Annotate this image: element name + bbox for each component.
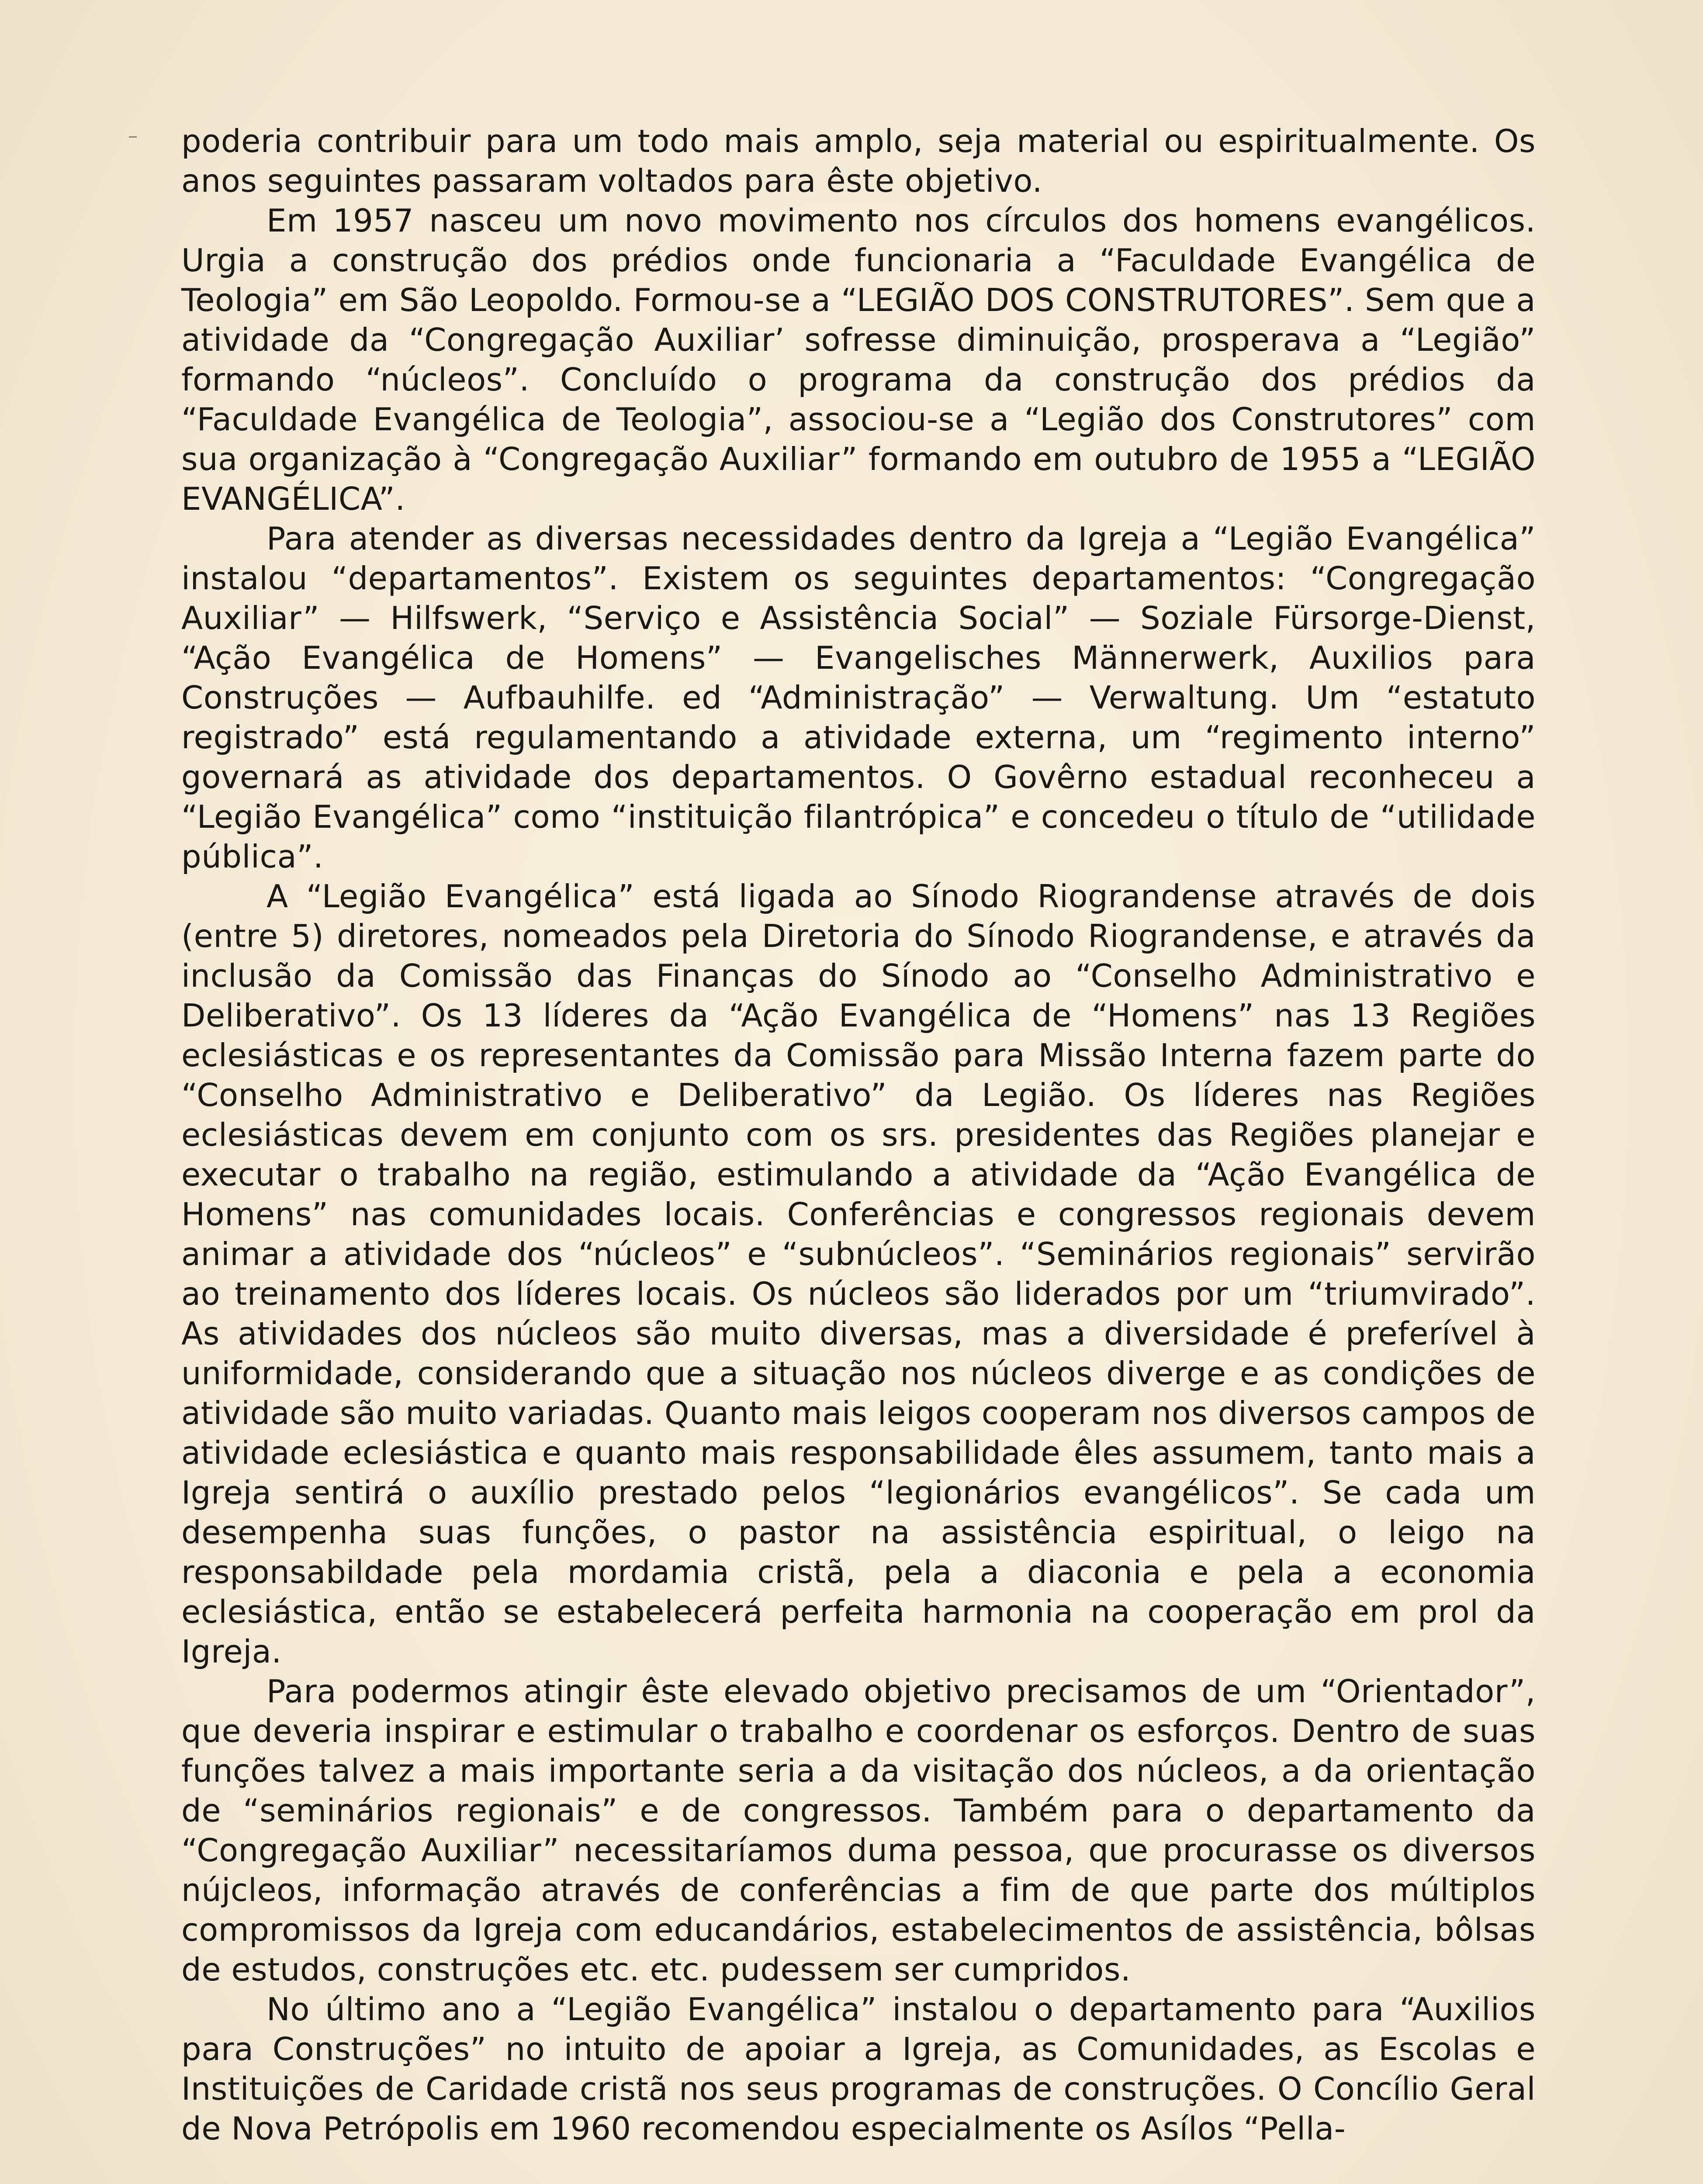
paragraph-1: poderia contribuir para um todo mais amplo, seja material ou espiritualmente. Os anos seguintes passaram voltados para êste objetivo. (181, 123, 1536, 199)
paragraph-5: Para podermos atingir êste elevado objetivo precisamos de um “Orientador”, que deveria inspirar e estimular o trabalho e coordenar os esforços. Dentro de suas funções talvez a mais importante seria a da visitação dos núcleos, a da orientação de “seminários regionais” e de congressos. Também para o departamento da “Congregação Auxiliar” necessitaríamos duma pessoa, que procurasse os diversos nújcleos, informação através de conferências a fim de que parte dos múltiplos compromissos da Igreja com educandários, estabelecimentos de assistência, bôlsas de estudos, construções etc. etc. pudessem ser cumpridos. (181, 1673, 1536, 1988)
paragraph-4: A “Legião Evangélica” está ligada ao Sínodo Riograndense através de dois (entre 5) diretores, nomeados pela Diretoria do Sínodo Riograndense, e através da inclusão da Comissão das Finanças do Sínodo ao “Conselho Administrativo e Deliberativo”. Os 13 líderes da “Ação Evangélica de “Homens” nas 13 Regiões eclesiásticas e os representantes da Comissão para Missão Interna fazem parte do “Conselho Administrativo e Deliberativo” da Legião. Os líderes nas Regiões eclesiásticas devem em conjunto com os srs. presidentes das Regiões planejar e executar o trabalho na região, estimulando a atividade da “Ação Evangélica de Homens” nas comunidades locais. Conferências e congressos regionais devem animar a atividade dos “núcleos” e “subnúcleos”. “Seminários regionais” servirão ao treinamento dos líderes locais. Os núcleos são liderados por um “triumvirado”. As atividades dos núcleos são muito diversas, mas a diversidade é preferível à uniformidade, considerando que a situação nos núcleos diverge e as condições de atividade são muito variadas. Quanto mais leigos cooperam nos diversos campos de atividade eclesiástica e quanto mais responsabilidade êles assumem, tanto mais a Igreja sentirá o auxílio prestado pelos “legionários evangélicos”. Se cada um desempenha suas funções, o pastor na assistência espiritual, o leigo na responsabildade pela mordamia cristã, pela a diaconia e pela a economia eclesiástica, então se estabelecerá perfeita harmonia na cooperação em prol da Igreja. (181, 878, 1536, 1670)
body-text (181, 121, 1536, 2149)
paragraph-3: Para atender as diversas necessidades dentro da Igreja a “Legião Evangélica” instalou “departamentos”. Existem os seguintes departamentos: “Congregação Auxiliar” — Hilfswerk, “Serviço e Assistência Social” — Soziale Fürsorge-Dienst, “Ação Evangélica de Homens” — Evangelisches Männerwerk, Auxilios para Construções — Aufbauhilfe. ed “Administração” — Verwaltung. Um “estatuto registrado” está regulamentando a atividade externa, um “regimento interno” governará as atividade dos departamentos. O Govêrno estadual reconheceu a “Legião Evangélica” como “instituição filantrópica” e concedeu o título de “utilidade pública”. (181, 520, 1536, 875)
paragraph-6: No último ano a “Legião Evangélica” instalou o departamento para “Auxilios para Construções” no intuito de apoiar a Igreja, as Comunidades, as Escolas e Instituições de Caridade cristã nos seus programas de construções. O Concílio Geral de Nova Petrópolis em 1960 recomendou especialmente os Asílos “Pella- (181, 1991, 1536, 2147)
margin-mark (129, 136, 137, 138)
paragraph-2: Em 1957 nasceu um novo movimento nos círculos dos homens evangélicos. Urgia a construção dos prédios onde funcionaria a “Faculdade Evangélica de Teologia” em São Leopoldo. Formou-se a “LEGIÃO DOS CONSTRUTORES”. Sem que a atividade da “Congregação Auxiliar’ sofresse diminuição, prosperava a “Legião” formando “núcleos”. Concluído o programa da construção dos prédios da “Faculdade Evangélica de Teologia”, associou-se a “Legião dos Construtores” com sua organização à “Congregação Auxiliar” formando em outubro de 1955 a “LEGIÃO EVANGÉLICA”. (181, 202, 1536, 517)
